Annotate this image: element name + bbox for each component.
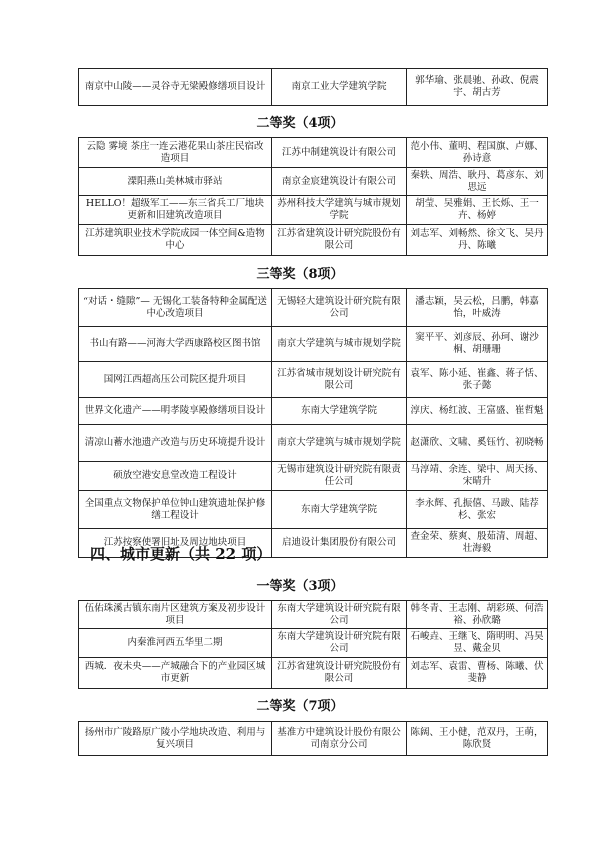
organization-cell: 无锡轻大建筑设计研究院有限公司 <box>272 289 407 327</box>
organization-cell: 江苏中制建筑设计有限公司 <box>272 138 407 168</box>
award-table-second-prize <box>78 137 548 256</box>
designers-cell: 陈阔、王小健，范双丹，王萌，陈欣贤 <box>407 722 548 756</box>
designers-cell: 刘志军、刘畅然、徐文飞、吴丹丹、陈曦 <box>407 225 548 256</box>
project-name-cell: 溧阳燕山美林城市驿站 <box>79 168 272 196</box>
project-name-cell: 内秦淮河西五华里二期 <box>79 629 272 658</box>
award-table-second-prize-urban <box>78 721 548 756</box>
project-name-cell: 云隐 雾境 茶庄一连云港花果山茶庄民宿改造项目 <box>79 138 272 168</box>
table-row <box>79 168 548 196</box>
table-row <box>79 425 548 462</box>
project-name-cell: 江苏按察使署旧址及周边地块项目 <box>79 529 272 558</box>
designers-cell: 潘志颖，吴云松，吕鹏，韩嘉怡，叶威涛 <box>407 289 548 327</box>
organization-cell: 基准方中建筑设计股份有限公司南京分公司 <box>272 722 407 756</box>
award-heading-second-prize-urban: 二等奖（7项） <box>256 699 344 714</box>
designers-cell: 韩冬青、王志刚、胡彩瑛、何浩裕、孙欣璐 <box>407 601 548 629</box>
organization-cell: 东南大学建筑设计研究院有限公司 <box>272 629 407 658</box>
table-row <box>79 196 548 225</box>
award-table-third-prize <box>78 288 548 558</box>
organization-cell: 江苏省建筑设计研究院股份有限公司 <box>272 225 407 256</box>
project-name-cell: 江苏建筑职业技术学院成园一体空间&造物中心 <box>79 225 272 256</box>
award-heading-second-prize: 二等奖（4项） <box>256 116 344 131</box>
organization-cell: 东南大学建筑设计研究院有限公司 <box>272 601 407 629</box>
project-name-cell: “对话・缝隙”— 无锡化工装备特种金属配送中心改造项目 <box>79 289 272 327</box>
designers-cell: 赵潇欣、文啸、奚钰竹、初晓畅 <box>407 425 548 462</box>
award-table-first-prize <box>78 600 548 689</box>
designers-cell: 秦轶、周浩、耿丹、葛彦东、刘思远 <box>407 168 548 196</box>
award-heading-first-prize: 一等奖（3项） <box>256 579 344 594</box>
designers-cell: 胡莹、吴雅娟、王长烁、王一卉、杨婷 <box>407 196 548 225</box>
organization-cell: 南京金宸建筑设计有限公司 <box>272 168 407 196</box>
designers-cell: 郭华瑜、张晨驰、孙政、倪震宇、胡古芳 <box>407 69 548 106</box>
project-name-cell: 全国重点文物保护单位钟山建筑遗址保护修缮工程设计 <box>79 491 272 529</box>
table-row <box>79 398 548 425</box>
project-name-cell: 清凉山蓄水池遗产改造与历史环境提升设计 <box>79 425 272 462</box>
designers-cell: 淳庆、杨红波、王富盛、崔哲魁 <box>407 398 548 425</box>
award-table-top <box>78 68 548 106</box>
organization-cell: 南京大学建筑与城市规划学院 <box>272 327 407 362</box>
organization-cell: 无锡市建筑设计研究院有限责任公司 <box>272 462 407 491</box>
table-row <box>79 629 548 658</box>
table-row <box>79 658 548 689</box>
section-heading-urban-renewal: 四、城市更新（共 22 项） <box>90 545 272 563</box>
project-name-cell: 硕放空港安息堂改造工程设计 <box>79 462 272 491</box>
project-name-cell: 世界文化遗产——明孝陵享殿修缮项目设计 <box>79 398 272 425</box>
designers-cell: 李永辉、孔振僖、马跋、陆荐杉、张宏 <box>407 491 548 529</box>
organization-cell: 东南大学建筑学院 <box>272 398 407 425</box>
designers-cell: 窦平平、刘彦辰、孙珂、谢沙桐、胡珊珊 <box>407 327 548 362</box>
table-row <box>79 722 548 756</box>
designers-cell: 袁军、陈小延、崔鑫、蒋子恬、张子懿 <box>407 362 548 398</box>
project-name-cell: 扬州市广陵路原广陵小学地块改造、利用与复兴项目 <box>79 722 272 756</box>
designers-cell: 范小伟、董明、程国旗、卢娜、孙诗意 <box>407 138 548 168</box>
project-name-cell: 伍佑珠溪古镇东南片区建筑方案及初步设计项目 <box>79 601 272 629</box>
organization-cell: 东南大学建筑学院 <box>272 491 407 529</box>
table-row <box>79 362 548 398</box>
project-name-cell: 书山有路——河海大学西康路校区图书馆 <box>79 327 272 362</box>
designers-cell: 马淳靖、余连、梁中、周天扬、宋晴升 <box>407 462 548 491</box>
project-name-cell: HELLO！超级军工——东三省兵工厂地块更新和旧建筑改造项目 <box>79 196 272 225</box>
organization-cell: 南京大学建筑与城市规划学院 <box>272 425 407 462</box>
organization-cell: 江苏省城市规划设计研究院有限公司 <box>272 362 407 398</box>
award-heading-third-prize: 三等奖（8项） <box>256 267 344 282</box>
table-row <box>79 289 548 327</box>
table-row <box>79 491 548 529</box>
table-row <box>79 225 548 256</box>
organization-cell: 南京工业大学建筑学院 <box>272 69 407 106</box>
designers-cell: 查金荣、蔡爽、殷茹清、周超、壮海毅 <box>407 529 548 558</box>
table-row <box>79 327 548 362</box>
designers-cell: 石峻垚、王继飞、隋明明、冯昊昱、戴金贝 <box>407 629 548 658</box>
designers-cell: 刘志军、袁雷、曹杨、陈曦、伏斐静 <box>407 658 548 689</box>
project-name-cell: 西城．夜未央——产城融合下的产业园区城市更新 <box>79 658 272 689</box>
table-row <box>79 601 548 629</box>
project-name-cell: 南京中山陵——灵谷寺无梁殿修缮项目设计 <box>79 69 272 106</box>
organization-cell: 启迪设计集团股份有限公司 <box>272 529 407 558</box>
table-row <box>79 69 548 106</box>
table-row <box>79 138 548 168</box>
organization-cell: 苏州科技大学建筑与城市规划学院 <box>272 196 407 225</box>
organization-cell: 江苏省建筑设计研究院股份有限公司 <box>272 658 407 689</box>
table-row <box>79 462 548 491</box>
project-name-cell: 国网江西超高压公司院区提升项目 <box>79 362 272 398</box>
